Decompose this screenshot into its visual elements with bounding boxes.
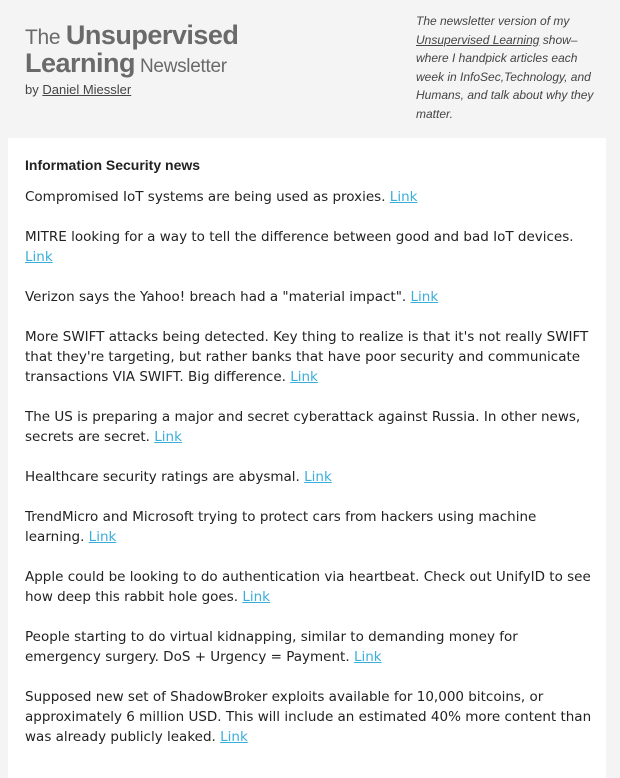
news-item-link[interactable]: Link [410, 289, 439, 305]
tagline-prefix: The newsletter version of my [416, 14, 570, 28]
byline-prefix: by [25, 82, 39, 97]
news-item-text: Healthcare security ratings are abysmal. [25, 469, 300, 485]
author-byline [25, 82, 238, 97]
news-item-link[interactable]: Link [304, 469, 332, 485]
news-item-link[interactable]: Link [154, 429, 182, 445]
news-item [25, 407, 595, 447]
news-item-link[interactable]: Link [353, 649, 382, 665]
news-item-text: Supposed new set of ShadowBroker exploits available for 10,000 bitcoins, or approximately 6 million USD. This will include an estimated 40% more content than was already publicly leaked. [25, 689, 592, 745]
logo-learning: Learning [25, 48, 136, 78]
news-item [25, 187, 595, 207]
news-list [25, 187, 595, 767]
newsletter-content [8, 138, 606, 778]
news-item-text: The US is preparing a major and secret cyberattack against Russia. In other news, secrets are secret. [25, 409, 581, 445]
news-item-text: Apple could be looking to do authentication via heartbeat. Check out UnifyID to see how deep this rabbit hole goes. [25, 569, 591, 605]
news-item-text: More SWIFT attacks being detected. Key thing to realize is that it's not really SWIFT that they're targeting, but rather banks that have poor security and communicate transactions VIA SWIFT. Big difference. [25, 329, 589, 385]
news-item-text: TrendMicro and Microsoft trying to protect cars from hackers using machine learning. [25, 509, 537, 545]
news-item-text: People starting to do virtual kidnapping, similar to demanding money for emergency surgery. DoS + Urgency = Payment. [25, 629, 518, 665]
section-title: Information Security news [25, 157, 201, 173]
newsletter-logo [25, 22, 238, 97]
news-item-link[interactable]: Link [220, 729, 248, 745]
news-item-link[interactable]: Link [25, 249, 53, 265]
newsletter-header [0, 0, 620, 138]
logo-the: The [25, 26, 61, 49]
news-item-link[interactable]: Link [88, 529, 117, 545]
news-item [25, 287, 595, 307]
logo-line-1 [25, 22, 238, 51]
tagline-suffix: show– where I handpick articles each week in InfoSec,Technology, and Humans, and talk about why they matter. [416, 32, 594, 121]
news-item [25, 687, 595, 747]
news-item-link[interactable]: Link [242, 589, 270, 605]
news-item [25, 567, 595, 607]
news-item-text: MITRE looking for a way to tell the difference between good and bad IoT devices. [25, 229, 574, 245]
news-item [25, 627, 595, 667]
newsletter-tagline [416, 12, 596, 123]
news-item [25, 327, 595, 387]
logo-unsupervised: Unsupervised [65, 20, 239, 50]
news-item-link[interactable]: Link [290, 369, 318, 385]
news-item [25, 467, 595, 487]
author-link[interactable]: Daniel Miessler [42, 82, 132, 97]
logo-newsletter: Newsletter [140, 56, 227, 77]
logo-line-2 [25, 48, 238, 79]
news-item [25, 507, 595, 547]
news-item-link[interactable]: Link [389, 189, 418, 205]
news-item-text: Verizon says the Yahoo! breach had a "material impact". [25, 289, 407, 305]
show-link[interactable]: Unsupervised Learning [416, 32, 540, 47]
news-item-text: Compromised IoT systems are being used as proxies. [25, 189, 386, 205]
news-item [25, 227, 595, 267]
